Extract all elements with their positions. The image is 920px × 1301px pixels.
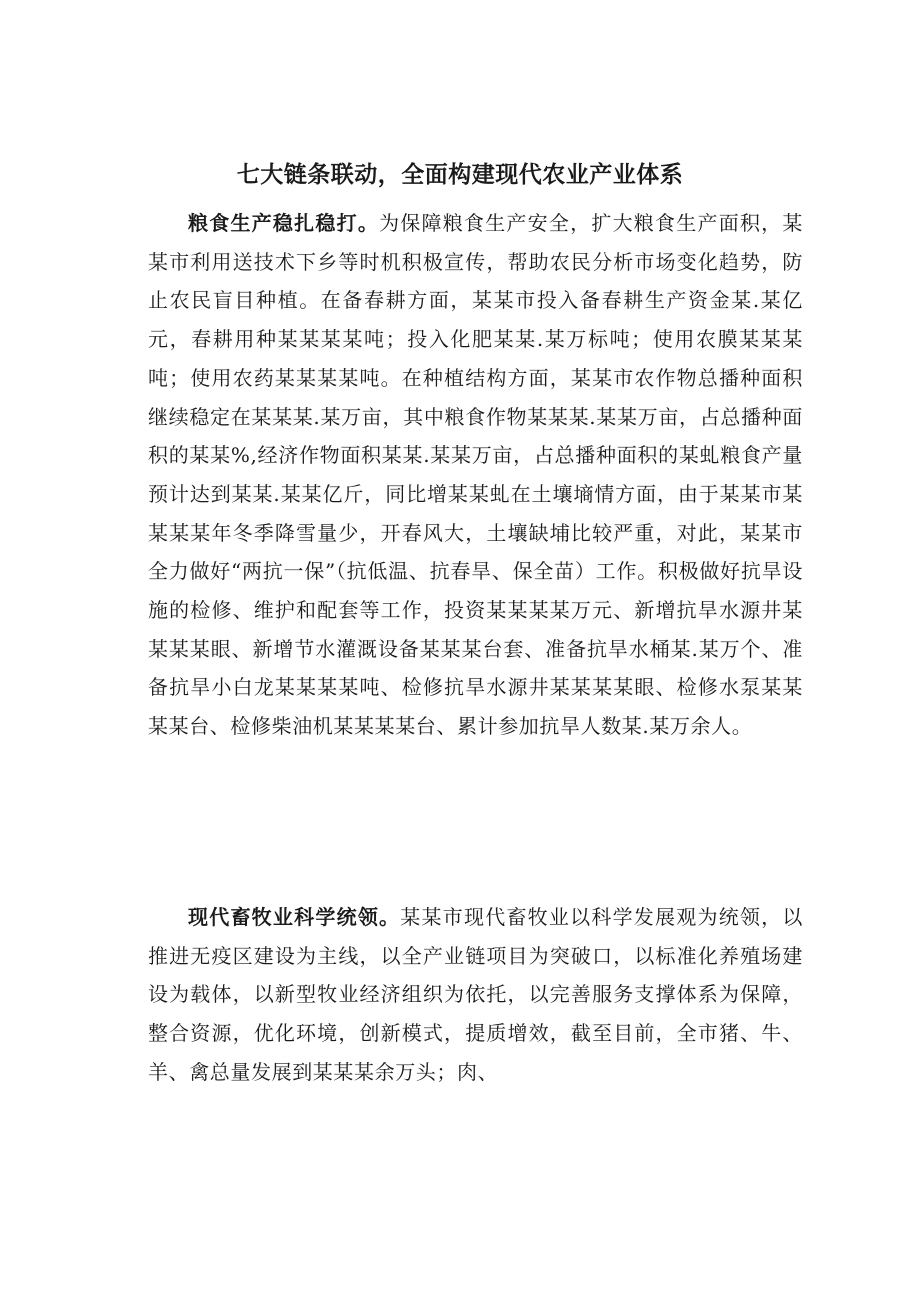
paragraph-body-text: 为保障粮食生产安全，扩大粮食生产面积，某某市利用送技术下乡等时机积极宣传，帮助农民分析市场变化趋势，防止农民盲目种植。在备春耕方面，某某市投入备春耕生产资金某.某亿元，春耕用种某某某某吨；投入化肥某某.某万标吨；使用农膜某某某吨；使用农药某某某某吨。在种植结构方面，某某市农作物总播种面积继续稳定在某某某.某万亩，其中粮食作物某某某.某某万亩，占总播种面积的某某%,经济作物面积某某.某某万亩，占总播种面积的某虬粮食产量预计达到某某.某某亿斤，同比增某某虬在土壤墒情方面，由于某某市某某某某年冬季降雪量少，开春风大，土壤缺埔比较严重，对此，某某市全力做好“两抗一保”（抗低温、抗春旱、保全苗）工作。积极做好抗旱设施的检修、维护和配套等工作，投资某某某某万元、新增抗旱水源井某某某某眼、新增节水灌溉设备某某某台套、准备抗旱水桶某.某万个、准备抗旱小白龙某某某某吨、检修抗旱水源井某某某某眼、检修水泵某某某某台、检修柴油机某某某某台、累计参加抗旱人数某.某万余人。 — [148, 211, 804, 739]
paragraph-lead-heading: 现代畜牧业科学统领。 — [188, 905, 401, 929]
paragraph-grain-production — [148, 204, 803, 746]
paragraph-body-text: 某某市现代畜牧业以科学发展观为统领，以推进无疫区建设为主线，以全产业链项目为突破口，以标准化养殖场建设为载体，以新型牧业经济组织为依托，以完善服务支撑体系为保障，整合资源，优化环境，创新模式，提质增效，截至目前，全市猪、牛、羊、禽总量发展到某某某余万头；肉、 — [148, 905, 804, 1084]
paragraph-lead-heading: 粮食生产稳扎稳打。 — [188, 211, 380, 235]
paragraph-animal-husbandry — [148, 898, 803, 1092]
document-title: 七大链条联动，全面构建现代农业产业体系 — [236, 162, 684, 188]
